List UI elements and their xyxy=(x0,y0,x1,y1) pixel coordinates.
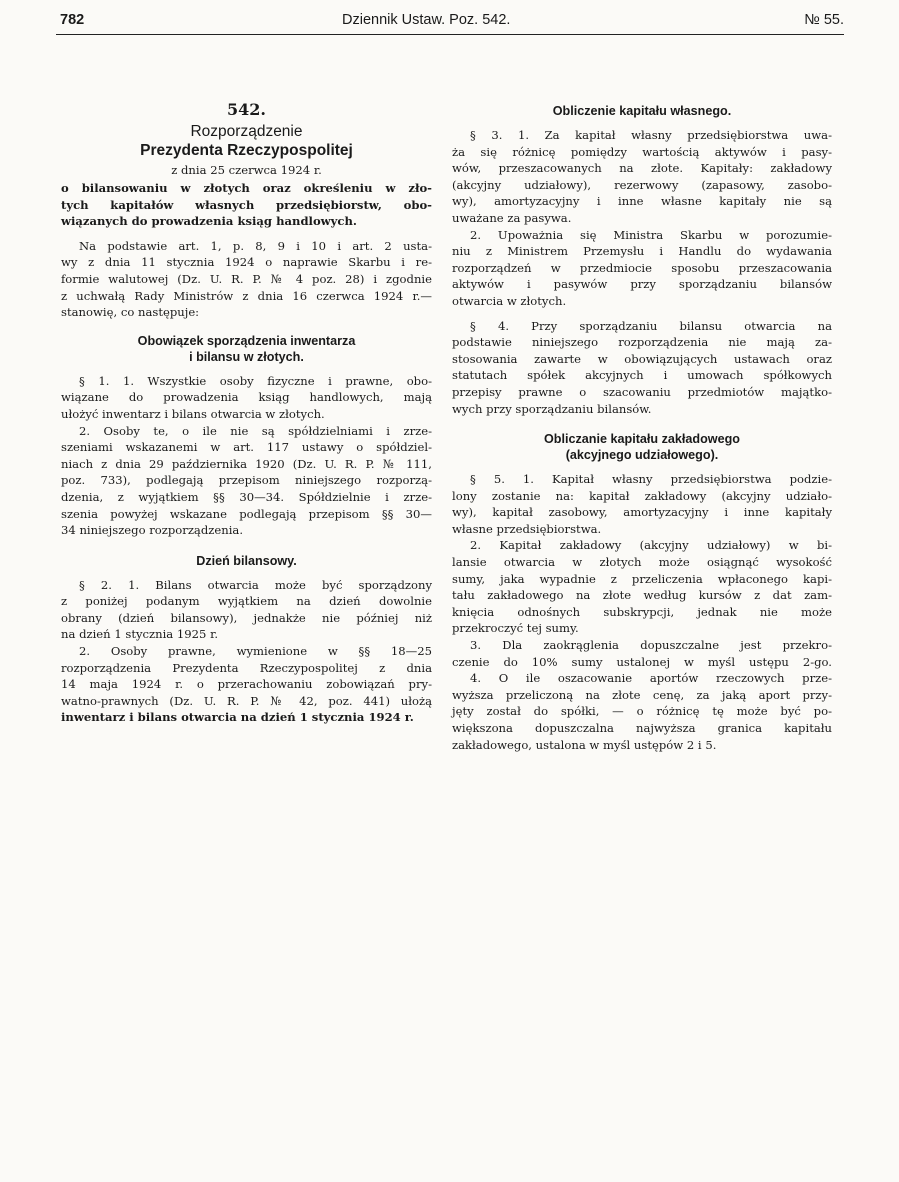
text-line: przepisy prawne o szacowaniu przedmiotów majątko- xyxy=(452,384,832,399)
text-line: stosowania zawarte w obowiązujących ustawach oraz xyxy=(452,351,832,366)
text-line: wiązanych do prowadzenia ksiąg handlowych. xyxy=(61,214,357,229)
journal-title: Dziennik Ustaw. Poz. 542. xyxy=(342,12,511,28)
text-line: własne przedsiębiorstwa. xyxy=(452,521,602,536)
text-line: zakładowego, ustalona w myśl ustępów 2 i 5. xyxy=(452,737,717,752)
issue-number: № 55. xyxy=(804,12,844,28)
text-line: inwentarz i bilans otwarcia na dzień 1 stycznia 1924 r. xyxy=(61,710,414,725)
text-line: sumy, jaka wypadnie z przeliczenia wpłaconego kapi- xyxy=(452,571,832,586)
text-line: czenie do 10% sumy ustalonej w myśl ustępu 2-go. xyxy=(452,654,832,669)
text-line: lansie otwarcia w złotych może osiągnąć wysokość xyxy=(452,555,832,570)
section-title-1a: Obowiązek sporządzenia inwentarza xyxy=(137,333,356,348)
text-line: watno-prawnych (Dz. U. R. P. № 42, poz. 441) ułożą xyxy=(61,693,432,708)
text-line: tału zakładowego na złote według kursów z dat zam- xyxy=(452,588,832,603)
text-line: z poniżej podanym wyjątkiem na dzień dowolnie xyxy=(61,594,432,609)
text-line: rozporządzenia Prezydenta Rzeczypospolitej z dnia xyxy=(61,660,432,675)
text-line: niu z Ministrem Przemysłu i Handlu do wydawania xyxy=(452,244,832,259)
text-line: wy), amortyzacyjny i inne własne kapitały nie są xyxy=(452,194,832,209)
act-title-issuer: Prezydenta Rzeczypospolitej xyxy=(140,142,353,159)
text-line: 4. O ile oszacowanie aportów rzeczowych prze- xyxy=(470,671,832,686)
text-line: § 4. Przy sporządzaniu bilansu otwarcia na xyxy=(470,318,832,333)
paragraph-5-2 xyxy=(452,537,832,637)
text-line: podstawie niniejszego rozporządzenia nie mają za- xyxy=(452,335,832,350)
text-line: § 2. 1. Bilans otwarcia może być sporządzony xyxy=(79,577,432,592)
text-line: wy), kapitał zasobowy, amortyzacyjny i inne kapitały xyxy=(452,505,832,520)
text-line: § 5. 1. Kapitał własny przedsiębiorstwa podzie- xyxy=(470,472,832,487)
text-line: formie walutowej (Dz. U. R. P. № 4 poz. 28) i zgodnie xyxy=(61,271,432,286)
act-date: z dnia 25 czerwca 1924 r. xyxy=(171,163,322,177)
text-line: jęty został do spółki, — o różnicę tę może być po- xyxy=(452,704,832,719)
text-line: szenia powyżej wskazane podlegają przepisom §§ 30— xyxy=(61,506,432,521)
text-line: 34 niniejszego rozporządzenia. xyxy=(61,523,244,538)
text-line: większona dopuszczalna najwyższa granica kapitału xyxy=(452,721,832,735)
right-column xyxy=(452,48,832,753)
paragraph-3-2 xyxy=(452,227,832,310)
text-line: przekroczyć tej sumy. xyxy=(452,621,579,636)
text-line: tych kapitałów własnych przedsiębiorstw, obo- xyxy=(61,197,432,212)
text-line: § 3. 1. Za kapitał własny przedsiębiorstwa uwa- xyxy=(470,128,832,142)
text-line: dzenia, z wyjątkiem §§ 30—34. Spółdzielnie i zrze- xyxy=(61,489,432,504)
page-header xyxy=(56,8,844,35)
act-number: 542. xyxy=(227,100,266,119)
text-line: obrany (dzień bilansowy), jednakże nie później niż xyxy=(61,610,432,625)
text-line: uważane za pasywa. xyxy=(452,210,572,225)
paragraph-2-2 xyxy=(61,643,432,726)
text-line: statutach spółek akcyjnych i umowach spółkowych xyxy=(452,368,832,383)
text-line: § 1. 1. Wszystkie osoby fizyczne i prawne, obo- xyxy=(79,373,432,388)
page-number: 782 xyxy=(60,12,85,28)
paragraph-5-3 xyxy=(452,637,832,670)
text-line: Na podstawie art. 1, p. 8, 9 i 10 i art. 2 usta- xyxy=(79,238,432,253)
text-line: (akcyjny udziałowy), rezerwowy (zapasowy, zasobo- xyxy=(452,177,832,192)
text-line: lony zostanie na: kapitał zakładowy (akcyjny udziało- xyxy=(452,488,832,503)
text-line: szeniami wskazanemi w art. 117 ustawy o spółdziel- xyxy=(61,440,432,455)
text-line: otwarcia w złotych. xyxy=(452,293,567,308)
text-line: rozporządzeń w przedmiocie sposobu przeszacowania xyxy=(452,260,832,275)
text-line: poz. 733), podlegają przepisom niniejszego rozporzą- xyxy=(61,473,432,488)
act-title-type: Rozporządzenie xyxy=(190,123,303,140)
text-line: z uchwałą Rady Ministrów z dnia 16 czerwca 1924 r.— xyxy=(61,288,432,303)
text-line: o bilansowaniu w złotych oraz określeniu w zło- xyxy=(61,181,432,195)
section-title-2: Dzień bilansowy. xyxy=(196,553,297,568)
text-line: wiązane do prowadzenia ksiąg handlowych, mają xyxy=(61,390,432,405)
text-line: 14 maja 1924 r. o przerachowaniu zobowiązań pry- xyxy=(61,677,432,692)
text-line: wyższa przeliczoną na złote cenę, za jaką aport przy- xyxy=(452,687,832,702)
text-line: niach z dnia 29 października 1920 (Dz. U. R. P. № 111, xyxy=(61,456,432,471)
preamble xyxy=(61,238,432,321)
text-line: ża się różnicę pomiędzy wartością aktywów i pasy- xyxy=(452,144,832,159)
paragraph-4 xyxy=(452,318,832,418)
paragraph-2-1 xyxy=(61,577,432,643)
text-line: 2. Upoważnia się Ministra Skarbu w porozumie- xyxy=(470,227,832,242)
left-column xyxy=(61,48,432,726)
text-line: stanowię, co następuje: xyxy=(61,305,200,320)
text-line: ułożyć inwentarz i bilans otwarcia w złotych. xyxy=(61,406,325,421)
paragraph-3-1 xyxy=(452,127,832,227)
text-line: aktywów i pasywów przy sporządzaniu bilansów xyxy=(452,277,832,292)
text-line: na dzień 1 stycznia 1925 r. xyxy=(61,627,219,642)
section-title-3: Obliczenie kapitału własnego. xyxy=(552,104,732,118)
text-line: 3. Dla zaokrąglenia dopuszczalne jest przekro- xyxy=(470,638,832,653)
section-title-5b: (akcyjnego udziałowego). xyxy=(565,448,719,463)
text-line: 2. Osoby te, o ile nie są spółdzielniami i zrze- xyxy=(79,423,432,438)
text-line: 2. Kapitał zakładowy (akcyjny udziałowy) w bi- xyxy=(470,538,832,553)
text-line: wów, przeszacowanych na złote. Kapitały: zakładowy xyxy=(452,161,832,176)
text-line: knięcia odnośnych subskrypcji, jednak nie może xyxy=(452,604,832,619)
paragraph-5-4 xyxy=(452,670,832,753)
paragraph-5-1 xyxy=(452,471,832,537)
act-subject xyxy=(61,180,432,230)
text-line: wy z dnia 11 stycznia 1924 o naprawie Skarbu i re- xyxy=(61,255,432,270)
paragraph-1-2 xyxy=(61,423,432,539)
text-line: 2. Osoby prawne, wymienione w §§ 18—25 xyxy=(79,644,432,659)
section-title-5a: Obliczanie kapitału zakładowego xyxy=(544,432,740,447)
section-title-1b: i bilansu w złotych. xyxy=(189,349,304,364)
text-line: wych przy sporządzaniu bilansów. xyxy=(452,401,652,416)
paragraph-1-1 xyxy=(61,373,432,423)
